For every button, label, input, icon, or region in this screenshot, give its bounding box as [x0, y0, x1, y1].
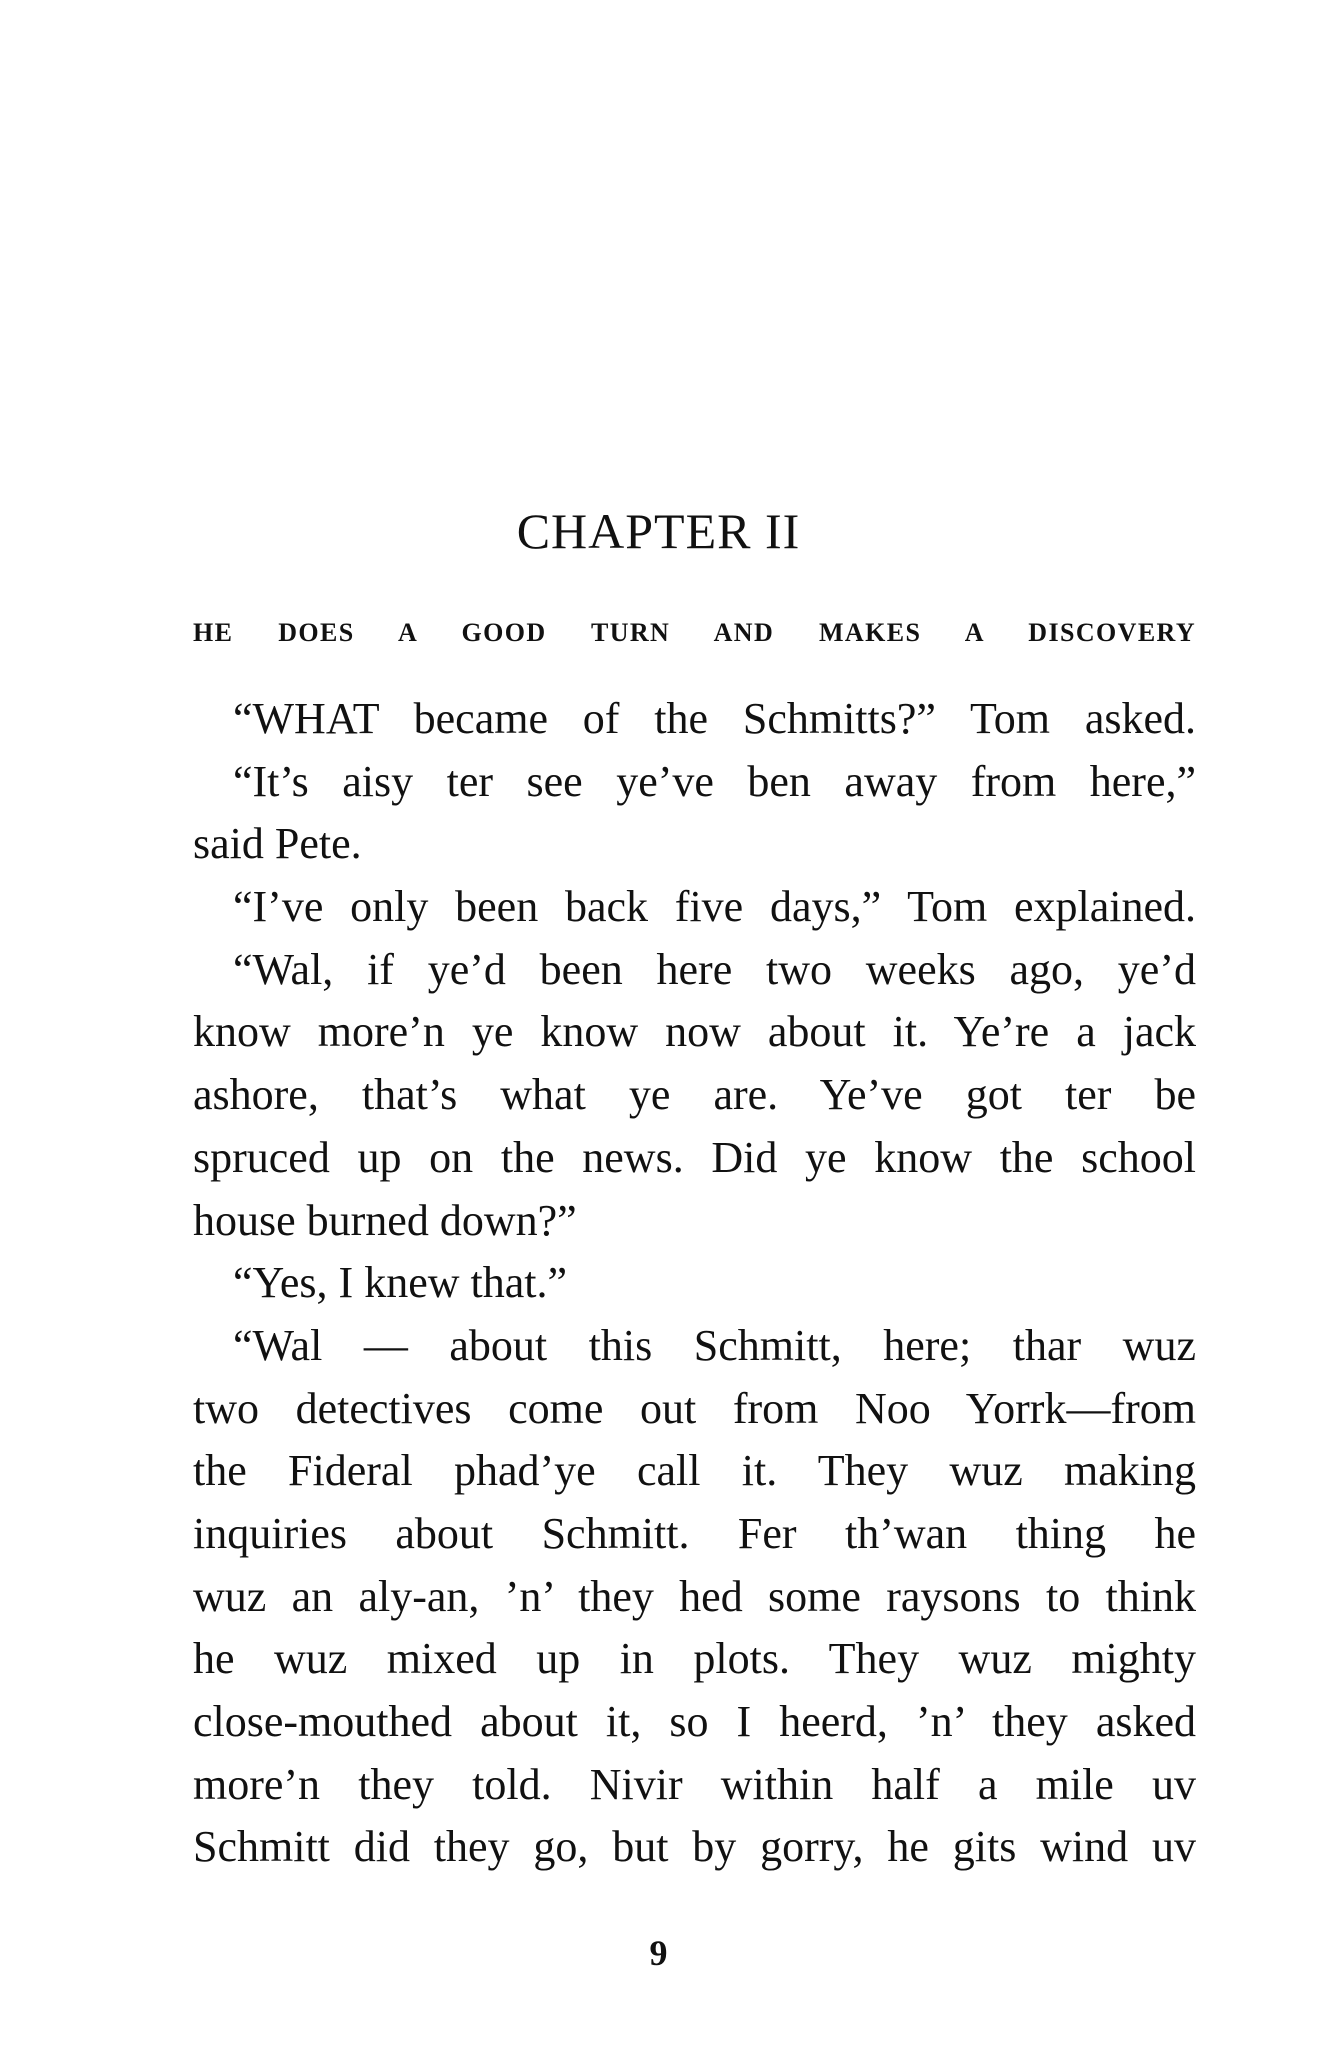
- chapter-subtitle: HE DOES A GOOD TURN AND MAKES A DISCOVERY: [193, 618, 1196, 647]
- chapter-title: CHAPTER II: [516, 503, 801, 559]
- text-line: “Wal, if ye’d been here two weeks ago, ye’d: [233, 944, 1196, 994]
- text-line: wuz an aly-an, ’n’ they hed some raysons to think: [193, 1571, 1196, 1621]
- text-line: “Yes, I knew that.”: [233, 1258, 568, 1308]
- text-line: inquiries about Schmitt. Fer th’wan thing he: [193, 1508, 1196, 1558]
- body-text: [193, 688, 1196, 1879]
- text-line: more’n they told. Nivir within half a mile uv: [193, 1759, 1196, 1809]
- text-line: “Wal — about this Schmitt, here; thar wuz: [233, 1320, 1196, 1370]
- text-line: Schmitt did they go, but by gorry, he gits wind uv: [193, 1822, 1196, 1872]
- text-line: close-mouthed about it, so I heerd, ’n’ they asked: [193, 1697, 1196, 1746]
- text-line: the Fideral phad’ye call it. They wuz making: [193, 1446, 1196, 1496]
- text-line: know more’n ye know now about it. Ye’re a jack: [193, 1007, 1196, 1057]
- text-line: said Pete.: [193, 819, 362, 869]
- text-line: ashore, that’s what ye are. Ye’ve got ter be: [193, 1070, 1196, 1120]
- text-line: he wuz mixed up in plots. They wuz mighty: [193, 1634, 1196, 1684]
- page-number: 9: [649, 1933, 668, 1973]
- text-line: “WHAT became of the Schmitts?” Tom asked.: [233, 694, 1196, 743]
- text-line: spruced up on the news. Did ye know the school: [193, 1132, 1196, 1182]
- text-line: “It’s aisy ter see ye’ve ben away from here,”: [233, 756, 1196, 806]
- text-line: “I’ve only been back five days,” Tom explained.: [233, 882, 1196, 932]
- text-line: two detectives come out from Noo Yorrk—from: [193, 1383, 1196, 1433]
- text-line: house burned down?”: [193, 1195, 577, 1245]
